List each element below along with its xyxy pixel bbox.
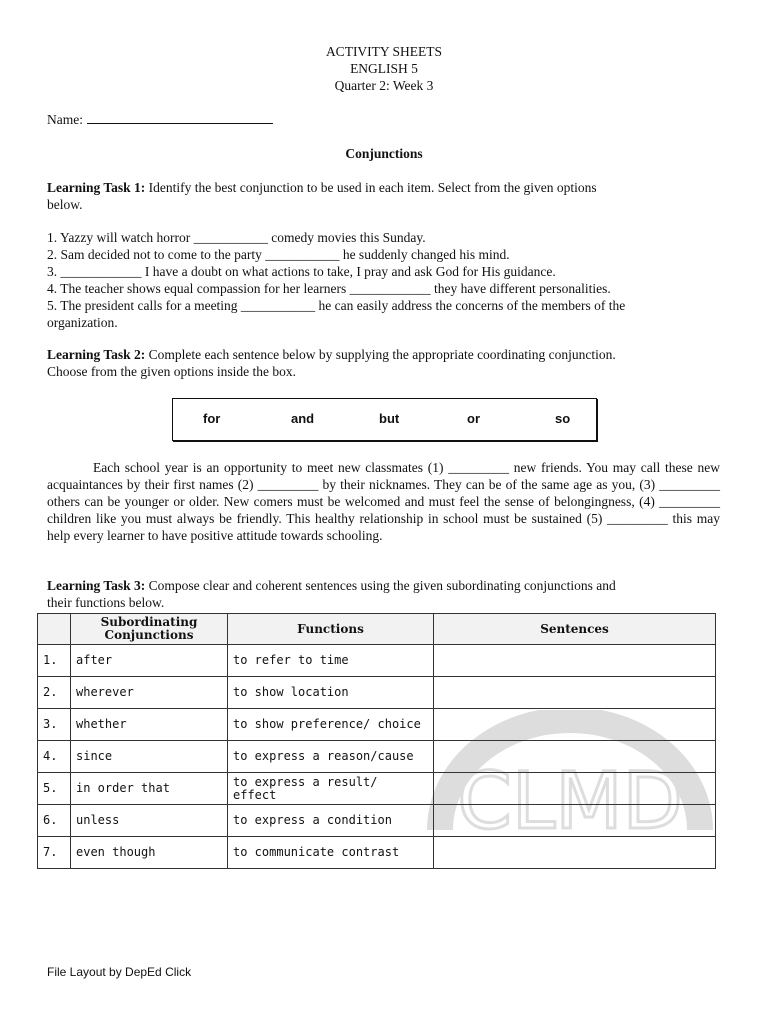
option-word: for (203, 411, 221, 426)
task1-label: Learning Task 1: (47, 180, 146, 195)
table-header-row (38, 614, 716, 645)
row-conjunction: even though (71, 837, 228, 869)
header-cell-sentences: Sentences (434, 614, 716, 645)
sheet-title: ACTIVITY SHEETS (325, 44, 443, 59)
task2-paragraph: Each school year is an opportunity to meet new classmates (1) _________ new friends. You may call these new acquaintances by their first names (2) _________ by their nicknames. They can be of the same age as you, (3) _________ others can be younger or older. New comers must be welcomed and must feel the sense of belongingness, (4) _________ children like you must always be friendly. This healthy relationship in school must be sustained (5) _________ this may help every learner to have positive attitude towards schooling. (47, 460, 720, 543)
row-function: to express a result/ effect (228, 773, 434, 805)
row-number: 2. (38, 677, 71, 709)
row-conjunction: in order that (71, 773, 228, 805)
task1-item: 4. The teacher shows equal compassion for her learners ____________ they have different personalities. (47, 281, 611, 296)
header-cell-number (38, 614, 71, 645)
task2-label: Learning Task 2: (47, 347, 146, 362)
task2-instruction-text: Complete each sentence below by supplying the appropriate coordinating conjunction. (145, 347, 616, 362)
table-row (38, 645, 716, 677)
row-conjunction: unless (71, 805, 228, 837)
options-box (172, 398, 597, 441)
table-row (38, 741, 716, 773)
row-number: 6. (38, 805, 71, 837)
row-function: to express a reason/cause (228, 741, 434, 773)
row-function: to show preference/ choice (228, 709, 434, 741)
option-word: or (467, 411, 480, 426)
task2-instruction (47, 346, 720, 363)
row-number: 1. (38, 645, 71, 677)
row-number: 4. (38, 741, 71, 773)
row-conjunction: since (71, 741, 228, 773)
sheet-period: Quarter 2: Week 3 (334, 78, 434, 93)
name-label: Name: (47, 112, 83, 127)
header-cell-functions: Functions (228, 614, 434, 645)
footer-credit: File Layout by DepEd Click (47, 965, 192, 979)
row-sentence-cell[interactable] (434, 805, 716, 837)
option-word: and (291, 411, 315, 426)
table-row (38, 805, 716, 837)
table-row (38, 677, 716, 709)
row-conjunction: wherever (71, 677, 228, 709)
row-sentence-cell[interactable] (434, 677, 716, 709)
task3-label: Learning Task 3: (47, 578, 146, 593)
row-sentence-cell[interactable] (434, 773, 716, 805)
task1-item: 1. Yazzy will watch horror ___________ comedy movies this Sunday. (47, 230, 426, 245)
row-function: to express a condition (228, 805, 434, 837)
name-row (47, 111, 720, 128)
task1-instruction-cont: below. (47, 197, 83, 212)
row-conjunction: whether (71, 709, 228, 741)
row-number: 5. (38, 773, 71, 805)
row-sentence-cell[interactable] (434, 837, 716, 869)
task1-item: 5. The president calls for a meeting ___________ he can easily address the concerns of the members of the (47, 298, 626, 313)
row-function: to refer to time (228, 645, 434, 677)
task3-instruction-text: Compose clear and coherent sentences using the given subordinating conjunctions and (145, 578, 616, 593)
task3-table (37, 613, 716, 869)
row-sentence-cell[interactable] (434, 741, 716, 773)
task1-item: 2. Sam decided not to come to the party ___________ he suddenly changed his mind. (47, 247, 510, 262)
task1-item: 3. ____________ I have a doubt on what actions to take, I pray and ask God for His guidance. (47, 264, 556, 279)
task3-instruction (47, 577, 720, 594)
sheet-subject: ENGLISH 5 (350, 61, 418, 76)
row-number: 3. (38, 709, 71, 741)
row-sentence-cell[interactable] (434, 645, 716, 677)
table-row (38, 837, 716, 869)
task2-instruction-cont: Choose from the given options inside the box. (47, 364, 296, 379)
row-conjunction: after (71, 645, 228, 677)
header-cell-conjunctions: Subordinating Conjunctions (71, 614, 228, 645)
task1-instruction (47, 179, 720, 196)
table-row (38, 709, 716, 741)
task3-instruction-cont: their functions below. (47, 595, 165, 610)
option-word: so (555, 411, 571, 426)
option-word: but (379, 411, 400, 426)
row-sentence-cell[interactable] (434, 709, 716, 741)
task1-item-cont: organization. (47, 315, 118, 330)
task1-instruction-text: Identify the best conjunction to be used in each item. Select from the given options (145, 180, 597, 195)
row-function: to show location (228, 677, 434, 709)
row-number: 7. (38, 837, 71, 869)
name-blank[interactable] (87, 111, 273, 124)
watermark-letters: CLMD (457, 757, 683, 847)
row-function: to communicate contrast (228, 837, 434, 869)
topic-title: Conjunctions (345, 146, 423, 161)
table-row (38, 773, 716, 805)
